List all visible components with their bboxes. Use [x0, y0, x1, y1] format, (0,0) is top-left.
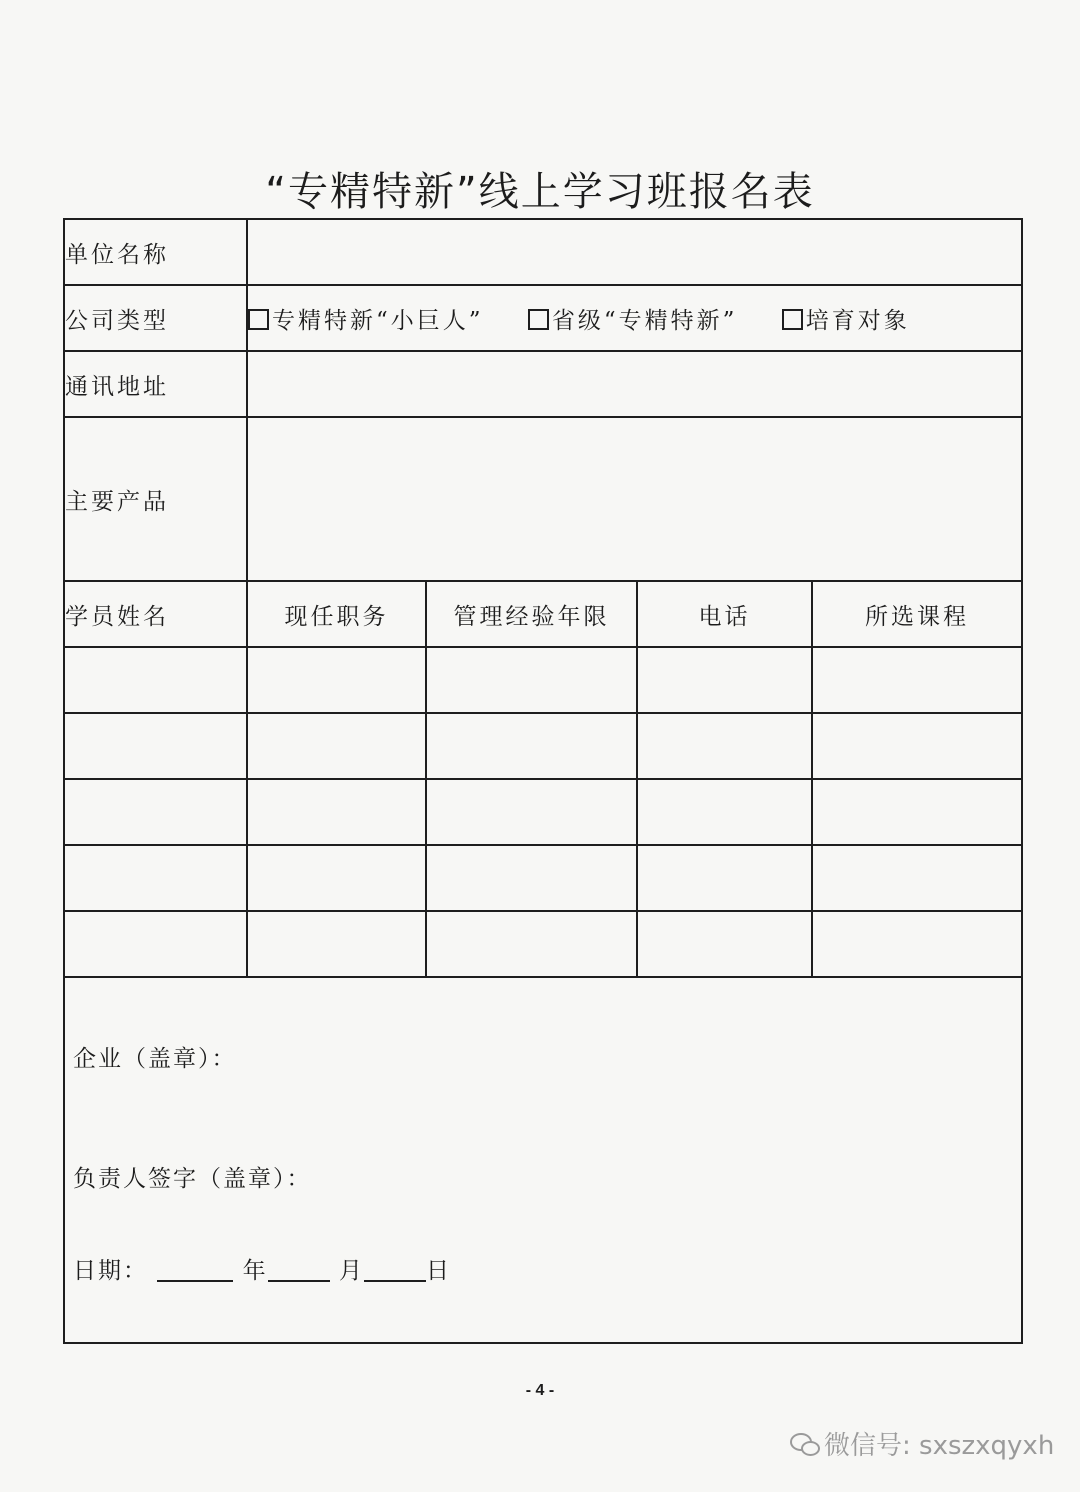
page-title: “专精特新”线上学习班报名表 [265, 169, 815, 215]
table-cell[interactable] [64, 647, 247, 713]
table-cell[interactable] [812, 647, 1022, 713]
table-cell[interactable] [64, 713, 247, 779]
checkbox-icon[interactable] [782, 309, 803, 330]
signature-section [64, 977, 1022, 1343]
registration-form [63, 218, 1023, 1344]
unit-name-label: 单位名称 [64, 219, 247, 285]
table-row [64, 911, 1022, 977]
checkbox-icon[interactable] [248, 309, 269, 330]
enterprise-seal-label: 企业（盖章）： [73, 1046, 237, 1072]
option-little-giant[interactable]: 专精特新“小巨人” [248, 308, 484, 334]
table-cell[interactable] [247, 713, 426, 779]
table-row [64, 779, 1022, 845]
table-cell[interactable] [247, 911, 426, 977]
option-provincial[interactable]: 省级“专精特新” [528, 308, 738, 334]
address-label: 通讯地址 [64, 351, 247, 417]
month-blank[interactable] [268, 1258, 330, 1282]
table-cell[interactable] [426, 713, 637, 779]
column-header-course: 所选课程 [812, 581, 1022, 647]
table-cell[interactable] [812, 845, 1022, 911]
table-cell[interactable] [247, 647, 426, 713]
responsible-signature-label: 负责人签字（盖章）： [73, 1166, 312, 1192]
wechat-icon [790, 1431, 820, 1457]
unit-name-field[interactable] [247, 219, 1022, 285]
main-products-label: 主要产品 [64, 417, 247, 581]
day-label: 日 [425, 1258, 451, 1284]
company-type-options [247, 285, 1022, 351]
date-label: 日期： [73, 1258, 148, 1284]
table-cell[interactable] [637, 911, 812, 977]
table-cell[interactable] [812, 911, 1022, 977]
table-row [64, 713, 1022, 779]
table-cell[interactable] [64, 779, 247, 845]
table-cell[interactable] [637, 647, 812, 713]
table-cell[interactable] [426, 779, 637, 845]
page-number: - 4 - [525, 1382, 555, 1399]
date-line [73, 1252, 451, 1285]
company-type-label: 公司类型 [64, 285, 247, 351]
table-cell[interactable] [812, 713, 1022, 779]
option-cultivation[interactable]: 培育对象 [782, 308, 910, 334]
table-cell[interactable] [637, 845, 812, 911]
column-header-experience: 管理经验年限 [426, 581, 637, 647]
watermark: 微信号: sxszxqyxh [790, 1425, 1054, 1462]
month-label: 月 [338, 1258, 364, 1284]
table-cell[interactable] [812, 779, 1022, 845]
table-row [64, 647, 1022, 713]
checkbox-icon[interactable] [528, 309, 549, 330]
table-cell[interactable] [637, 779, 812, 845]
table-cell[interactable] [426, 647, 637, 713]
table-cell[interactable] [247, 845, 426, 911]
table-cell[interactable] [426, 911, 637, 977]
year-label: 年 [242, 1258, 268, 1284]
day-blank[interactable] [364, 1258, 426, 1282]
table-cell[interactable] [64, 911, 247, 977]
column-header-phone: 电话 [637, 581, 812, 647]
table-cell[interactable] [426, 845, 637, 911]
column-header-name: 学员姓名 [64, 581, 247, 647]
table-cell[interactable] [64, 845, 247, 911]
address-field[interactable] [247, 351, 1022, 417]
table-row [64, 845, 1022, 911]
table-cell[interactable] [247, 779, 426, 845]
main-products-field[interactable] [247, 417, 1022, 581]
column-header-position: 现任职务 [247, 581, 426, 647]
year-blank[interactable] [157, 1258, 233, 1282]
table-cell[interactable] [637, 713, 812, 779]
